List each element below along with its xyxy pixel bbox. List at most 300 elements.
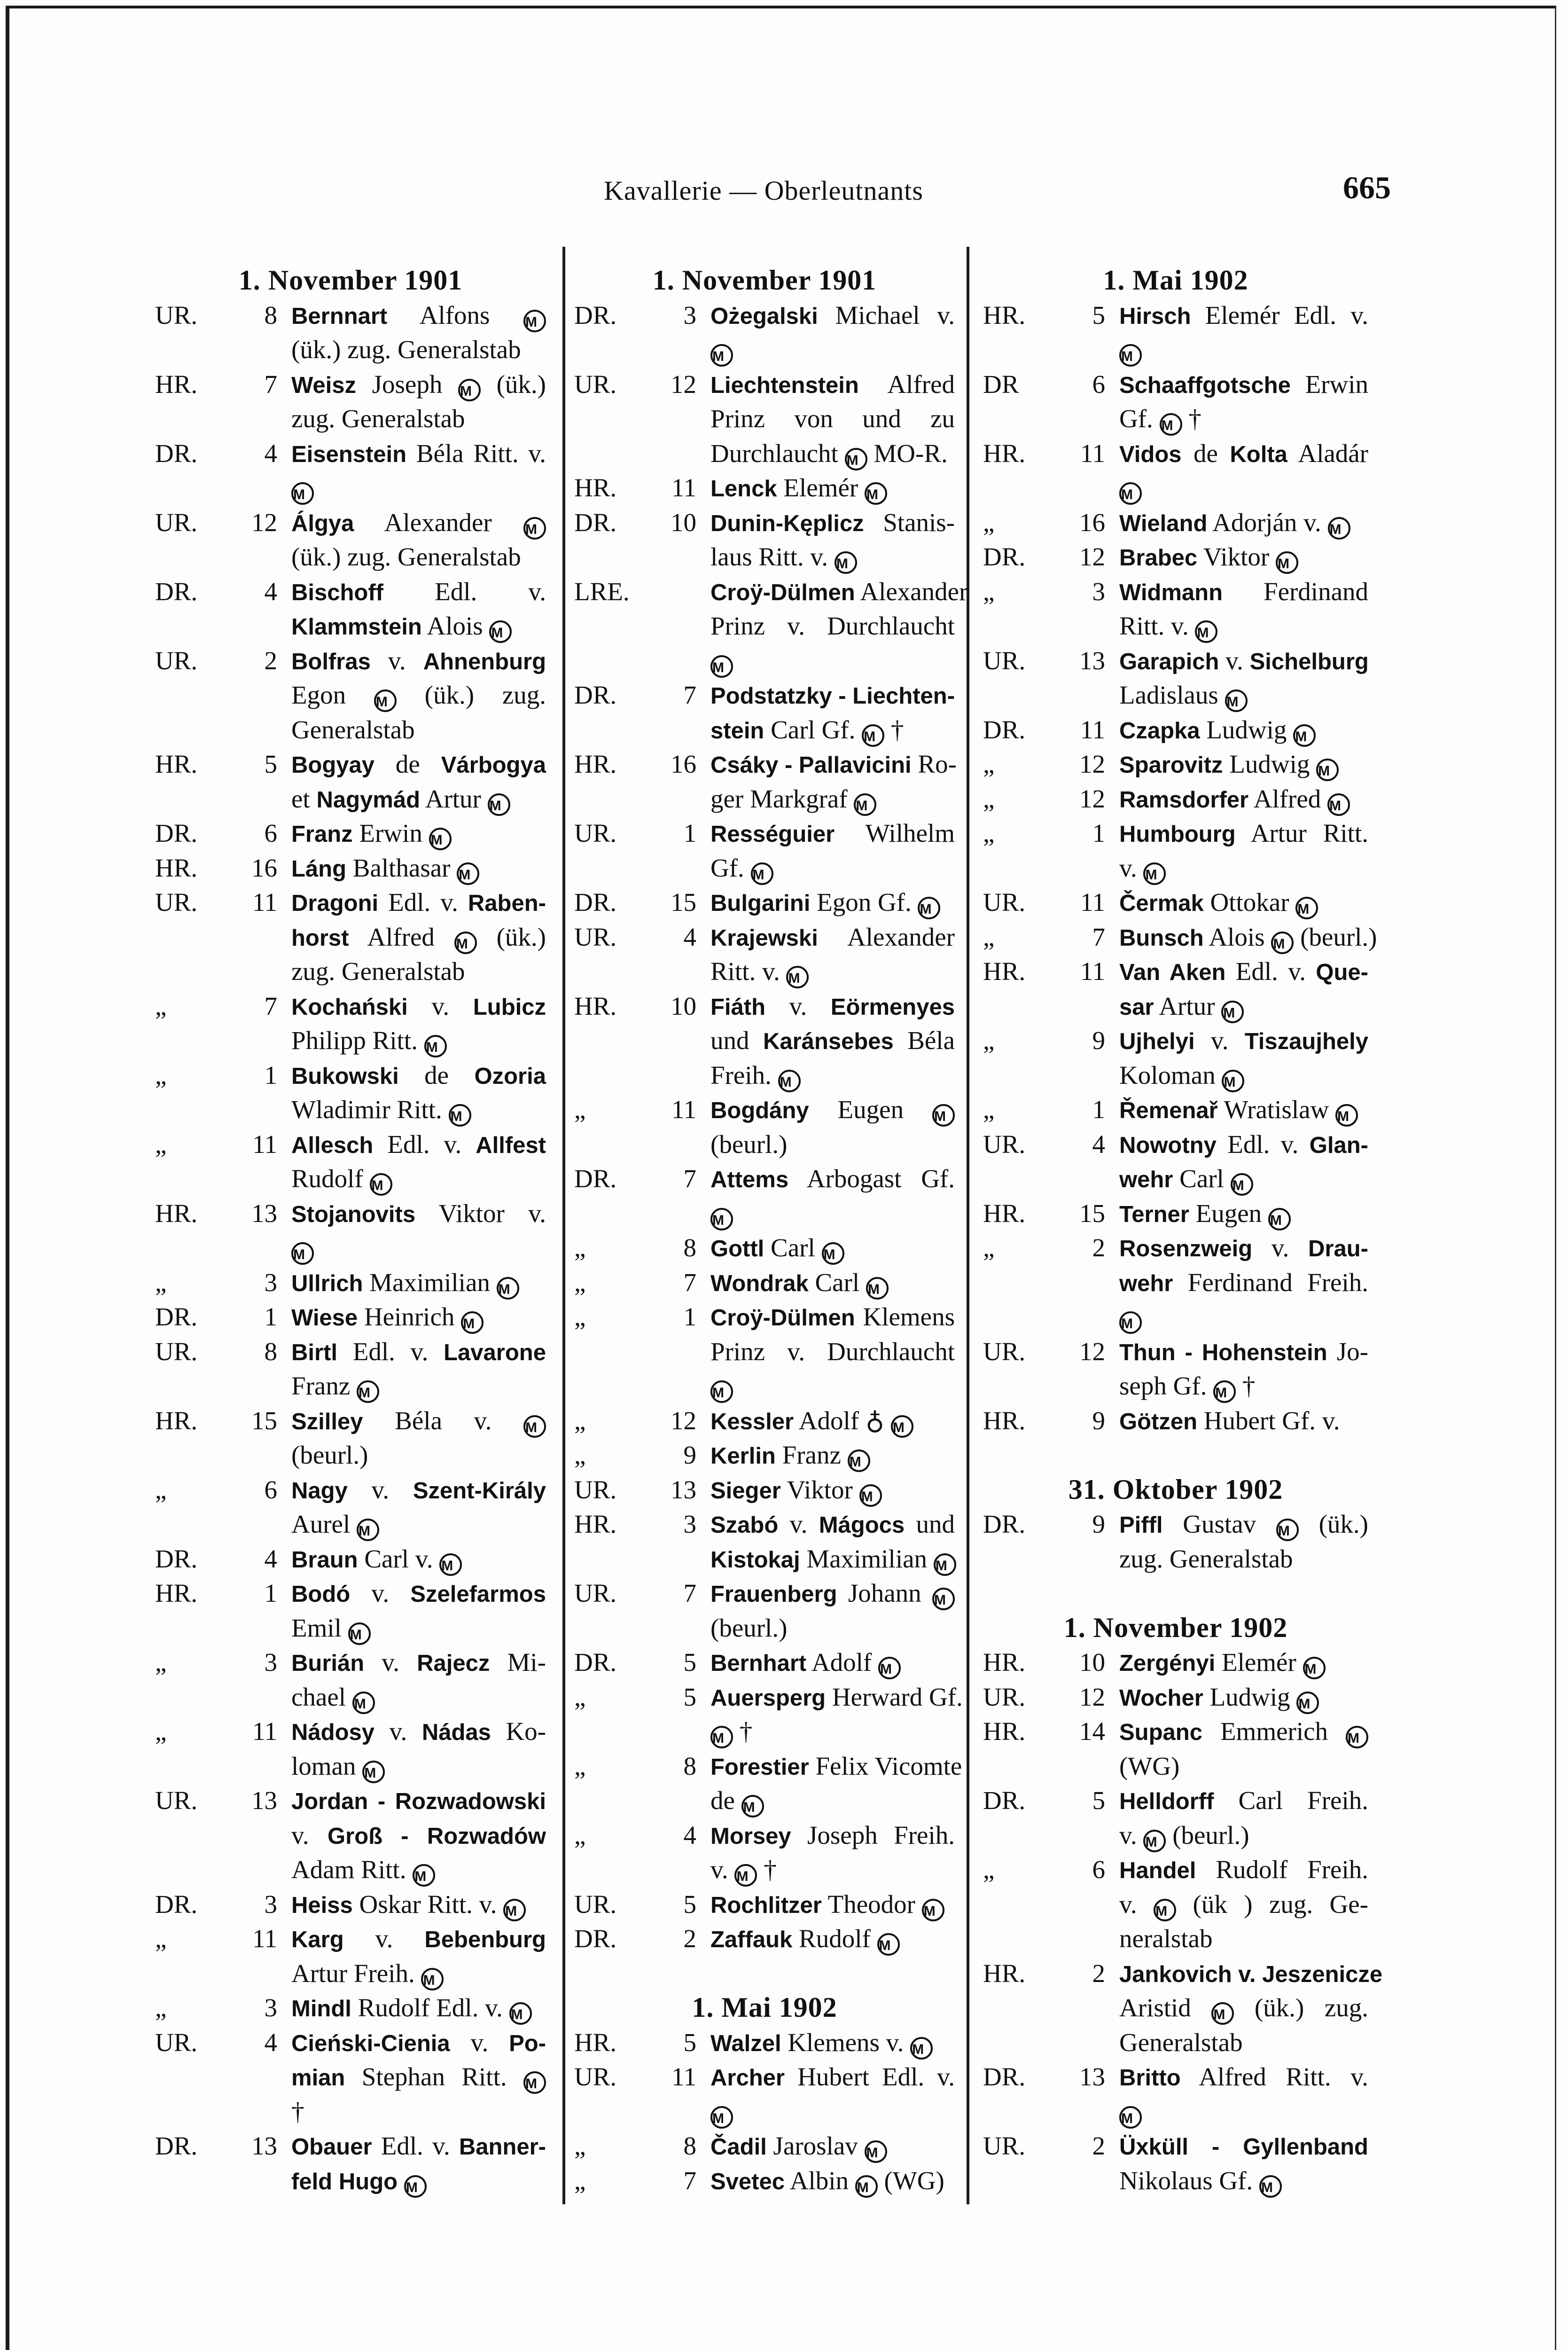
entry-line [983,436,1368,471]
regiment-number: 6 [1092,1855,1105,1884]
column-3 [983,263,1383,2198]
regiment-number: 14 [1079,1717,1105,1746]
entry-line [574,401,955,436]
medal-icon: M [862,724,884,747]
regiment-number: 7 [683,1268,696,1297]
surname: Lubicz [473,994,546,1020]
entry-text [291,2060,546,2096]
regiment-label: HR. [983,957,1026,986]
section-date: 1. Mai 1902 [692,1992,837,2023]
officer-entry [983,885,1368,920]
regiment-label: HR. [983,1406,1026,1435]
regiment-label: UR. [983,888,1026,916]
text-segment: Felix Vicomte [809,1751,962,1780]
entry-line [155,332,546,367]
entry-line [155,1818,546,1853]
regiment-label: HR. [983,1717,1026,1746]
surname: Braun [291,1547,358,1573]
regiment-number: 4 [264,2028,277,2057]
medal-icon: M [1276,1519,1299,1541]
surname: Frauenberg [710,1582,837,1607]
regiment-number: 12 [1079,542,1105,571]
officer-entry [983,1956,1383,2060]
regiment-label: HR. [574,991,617,1020]
text-segment: † [757,1855,777,1884]
entry-line [983,954,1368,989]
regiment-number: 7 [683,1164,696,1193]
text-segment: v. [364,1648,417,1676]
text-segment: (WG) [877,2166,944,2195]
entry-text [291,1990,546,2027]
officer-entry [983,1507,1368,1576]
regiment-number: 11 [671,473,696,502]
regiment-number: 12 [251,508,277,537]
entry-text [710,678,955,714]
entry-line [983,1749,1368,1784]
surname: Bolfras [291,649,371,674]
text-segment: v. [370,646,423,675]
entry-line [155,782,546,816]
medal-icon: M [352,1692,375,1714]
officer-entry [574,505,955,574]
surname: Weisz [291,372,356,398]
entry-line [155,1990,546,2025]
text-segment: Edl. v. [1216,1129,1310,1159]
entry-text [291,367,546,403]
medal-icon: M [1154,1899,1176,1921]
officer-entry [155,1990,546,2025]
officer-entry [983,747,1368,782]
officer-entry [574,1161,955,1230]
regiment-label: „ [155,1129,167,1159]
text-segment: (beurl.) [710,1129,788,1159]
medal-icon: M [1268,1208,1291,1230]
regiment-label: HR. [155,1406,198,1435]
entry-text [291,1749,546,1784]
officer-entry [574,1818,955,1887]
medal-icon: M [1119,344,1142,367]
section-spacer [983,1576,1368,1611]
surname: Hirsch [1119,303,1191,329]
medal-icon: M [910,2037,933,2060]
entry-line [155,2060,546,2094]
regiment-label: DR. [155,577,198,606]
surname: Raben- [468,891,546,916]
surname: Üxküll - Gyllenband [1119,2134,1368,2160]
regiment-label: „ [983,784,995,813]
entry-text [1119,678,1368,713]
entry-line [983,1714,1368,1749]
regiment-label: „ [574,2131,586,2160]
regiment-label: „ [574,1751,586,1780]
medal-icon: M [1195,620,1217,643]
text-segment: † [733,1717,753,1746]
officer-entry [574,1887,955,1922]
entry-line [983,2163,1368,2198]
surname: Van Aken [1119,960,1226,985]
medal-icon: M [932,1588,955,1610]
officer-entry [574,470,955,505]
regiment-number: 2 [1092,2131,1105,2160]
regiment-label: UR. [155,508,198,537]
officer-entry [574,816,955,885]
regiment-number: 16 [1079,508,1105,537]
entry-line [983,1956,1383,1991]
surname: Allesch [291,1132,374,1158]
text-segment: Herward Gf. [826,1682,963,1711]
text-segment: Durchlaucht [710,439,845,468]
medal-icon: M [357,1380,379,1403]
regiment-label: DR. [983,542,1026,571]
surname: Várbogya [441,752,546,778]
section-spacer [574,1956,955,1991]
officer-entry [574,920,955,989]
officer-entry [155,436,546,505]
regiment-number: 2 [683,1924,696,1953]
entry-line [574,1542,955,1576]
entry-line [155,505,546,540]
regiment-label: „ [574,1302,586,1331]
regiment-label: „ [574,1406,586,1435]
entry-line [574,1300,955,1334]
entry-text [1119,1645,1368,1681]
text-segment: Adolf ♁ [794,1406,891,1435]
text-segment: v. [1119,1889,1154,1919]
entry-line [574,1783,955,1818]
entry-line [983,1092,1368,1127]
regiment-number: 1 [264,1302,277,1331]
surname: Jordan - Rozwadowski [291,1789,546,1814]
entry-line [983,2094,1368,2129]
text-segment: Carl [764,1233,822,1262]
text-segment: v. [765,991,831,1020]
regiment-label: HR. [983,1958,1026,1988]
regiment-label: „ [983,922,995,951]
regiment-number: 12 [1079,1682,1105,1711]
entry-text [291,851,546,887]
text-segment: v. [407,991,473,1020]
regiment-number: 11 [252,888,277,916]
officer-entry [983,782,1368,816]
text-segment: zug. Generalstab [291,404,465,433]
entry-line [983,643,1368,678]
entry-line [574,436,955,471]
entry-line [155,1334,546,1369]
text-segment: Wratislaw [1217,1095,1336,1124]
regiment-label: HR. [574,2028,617,2057]
entry-text [1119,713,1368,749]
regiment-number: 11 [1080,957,1105,986]
text-segment: (beurl.) [1166,1820,1249,1849]
text-segment: laus Ritt. v. [710,542,835,571]
medal-icon: M [1295,897,1318,919]
entry-text [291,1783,546,1819]
entry-line [574,713,955,747]
medal-icon: M [865,2140,887,2163]
regiment-label: DR. [983,1510,1026,1538]
entry-line [574,2060,955,2094]
text-segment: Wilhelm [835,819,955,847]
column-rule-left [562,247,565,2204]
surname: Lenck [710,476,777,501]
surname: Forestier [710,1754,809,1780]
text-segment: Viktor [1197,542,1276,571]
entry-line [155,885,546,920]
regiment-number: 11 [1080,715,1105,744]
officer-entry [574,1265,955,1300]
running-header-title: Kavallerie — Oberleutnants [604,175,923,206]
entry-text [291,1127,546,1163]
text-segment: (ük.) [1298,1510,1368,1538]
officer-entry [983,1680,1368,1715]
text-segment: (ük ) zug. Ge- [1176,1889,1368,1919]
text-segment: Carl [1173,1164,1231,1193]
medal-icon: M [778,1070,801,1092]
column-1 [155,263,546,2198]
text-segment: zug. Generalstab [1119,1544,1293,1573]
officer-entry [155,505,546,574]
surname: Liechtenstein [710,372,859,398]
text-segment: Edl. v. [378,888,468,916]
surname: Ożegalski [710,303,818,329]
regiment-label: „ [983,577,995,606]
text-segment: Ritt. v. [1119,611,1195,640]
officer-entry [155,1576,546,1645]
entry-line [155,851,546,885]
entry-text [291,1300,546,1336]
regiment-number: 16 [671,750,696,778]
entry-line [155,1369,546,1403]
regiment-number: 5 [683,2028,696,2057]
entry-text [710,1403,955,1440]
entry-text [1119,1852,1368,1888]
entry-line [155,1092,546,1127]
entry-text [710,1230,955,1267]
officer-entry [574,1473,955,1507]
text-segment: Balthasar [346,853,457,882]
entry-line [574,1127,955,1162]
entry-line [155,1645,546,1680]
surname: Heiss [291,1892,353,1918]
medal-icon: M [1346,1726,1368,1748]
surname: Auersperg [710,1685,826,1711]
regiment-label: DR. [155,819,198,847]
medal-icon: M [357,1519,379,1541]
regiment-number: 6 [264,819,277,847]
medal-icon: M [1211,2002,1234,2025]
surname: Bogdány [710,1098,809,1123]
surname: Szent-Király [413,1478,546,1504]
medal-icon: M [1119,482,1142,505]
regiment-number: 1 [1092,819,1105,847]
regiment-label: „ [155,1060,167,1089]
medal-icon: M [835,551,857,574]
medal-icon: M [488,793,510,816]
text-segment: Egon Gf. [810,888,918,916]
text-segment: Ferdinand [1223,577,1368,606]
entry-text [1119,816,1368,852]
surname: Klammstein [291,614,422,640]
text-segment: † [1182,404,1201,433]
medal-icon: M [497,1277,519,1300]
entry-text [1119,1196,1368,1232]
medal-icon: M [413,1864,435,1887]
entry-text [1119,540,1368,576]
regiment-number: 12 [1079,1337,1105,1366]
regiment-number: 5 [1092,300,1105,329]
officer-entry [983,1023,1368,1092]
medal-icon: M [1119,2106,1142,2129]
entry-line [983,298,1368,333]
regiment-label: DR. [574,681,617,709]
officer-entry [155,367,546,436]
entry-line [983,1369,1368,1403]
entry-line [574,1887,955,1922]
surname: Krajewski [710,925,818,951]
entry-line [574,1230,955,1265]
entry-text [291,1680,546,1715]
entry-line [155,540,546,574]
text-segment: Carl v. [358,1544,440,1573]
officer-entry [155,1714,546,1783]
surname: Nagymád [316,787,421,813]
entry-text [1119,1265,1368,1301]
regiment-label: „ [155,1648,167,1676]
officer-entry [983,1092,1368,1127]
surname: Dragoni [291,891,379,916]
officer-entry [155,1473,546,1542]
entry-text [710,782,955,816]
regiment-label: DR. [155,1544,198,1573]
regiment-number: 13 [251,1786,277,1815]
officer-entry [574,1749,962,1818]
officer-entry [155,885,546,989]
officer-entry [983,1714,1368,1783]
regiment-label: „ [574,2166,586,2195]
entry-text [710,989,955,1025]
text-segment: Ferdinand Freih. [1173,1268,1368,1297]
text-segment: Philipp Ritt. [291,1026,424,1055]
surname: Schaaffgotsche [1119,372,1291,398]
surname: wehr [1119,1270,1173,1296]
entry-text [291,1265,546,1301]
surname: Glan- [1309,1132,1368,1158]
entry-line [983,2129,1368,2163]
surname: Birtl [291,1340,337,1365]
surname: Groß - Rozwadów [328,1823,546,1849]
surname: Fiáth [710,994,766,1020]
entry-line [155,1887,546,1922]
entry-text [710,574,968,611]
regiment-number: 3 [264,1889,277,1919]
entry-line [155,747,546,782]
entry-text [1119,2163,1368,2198]
text-segment: Erwin [1290,369,1368,399]
entry-text [291,782,546,818]
medal-icon: M [734,1864,757,1887]
surname: Thun - Hohenstein [1119,1340,1327,1365]
officer-entry [574,885,955,920]
officer-entry [983,2129,1368,2198]
entry-text [291,2129,546,2165]
entry-text [291,713,546,747]
surname: Nádas [421,1720,491,1745]
entry-text [1119,782,1368,818]
surname: Rochlitzer [710,1892,822,1918]
section-date: 1. November 1901 [652,265,877,296]
officer-entry [983,367,1368,436]
entry-text [291,1611,546,1645]
entry-text [291,1230,546,1265]
text-segment [398,2166,404,2195]
entry-line [574,747,955,782]
officer-entry [574,1092,955,1161]
entry-line [983,401,1368,436]
medal-icon: M [891,1415,913,1438]
entry-line [983,816,1368,851]
text-segment: de [398,1060,475,1089]
entry-text [291,1058,546,1094]
entry-line [155,1265,546,1300]
medal-icon: M [751,862,773,885]
section-date: 31. Oktober 1902 [1068,1473,1283,1505]
entry-text [710,1542,955,1578]
surname: Szabó [710,1512,779,1538]
text-segment: Arbogast Gf. [788,1164,955,1193]
surname: Karg [291,1927,344,1952]
text-segment: Ludwig [1200,715,1294,744]
entry-line [155,1542,546,1576]
regiment-number: 4 [683,922,696,951]
surname: Ramsdorfer [1119,787,1249,813]
text-segment: loman [291,1751,363,1780]
entry-line [983,540,1368,574]
regiment-number: 1 [264,1579,277,1607]
regiment-number: 5 [264,750,277,778]
entry-line [983,782,1368,816]
medal-icon: M [1160,413,1182,436]
regiment-number: 5 [683,1648,696,1676]
entry-text [710,885,955,921]
text-segment: et [291,784,317,813]
medal-icon: M [362,1761,385,1783]
regiment-label: „ [983,1855,995,1884]
regiment-label: DR. [983,1786,1026,1815]
surname: Bogyay [291,752,375,778]
medal-icon: M [710,1208,733,1230]
medal-icon: M [1296,1692,1319,1714]
entry-line [983,2025,1368,2060]
officer-entry [155,1300,546,1334]
surname: Ozoria [474,1063,546,1089]
entry-line [155,1161,546,1196]
entry-text [710,1852,955,1887]
text-segment: v. [374,1717,422,1746]
entry-line [574,816,955,851]
entry-text [291,1507,546,1542]
regiment-label: DR. [155,439,198,468]
regiment-label: „ [155,1993,167,2022]
officer-entry [574,1645,955,1680]
text-segment: Franz [291,1371,357,1400]
entry-line [155,367,546,402]
text-segment: Artur [420,784,488,813]
medal-icon: M [710,344,733,367]
entry-text [1119,1300,1368,1334]
regiment-number: 7 [683,1579,696,1607]
text-segment: Heinrich [358,1302,461,1331]
surname: Karánsebes [763,1029,894,1054]
